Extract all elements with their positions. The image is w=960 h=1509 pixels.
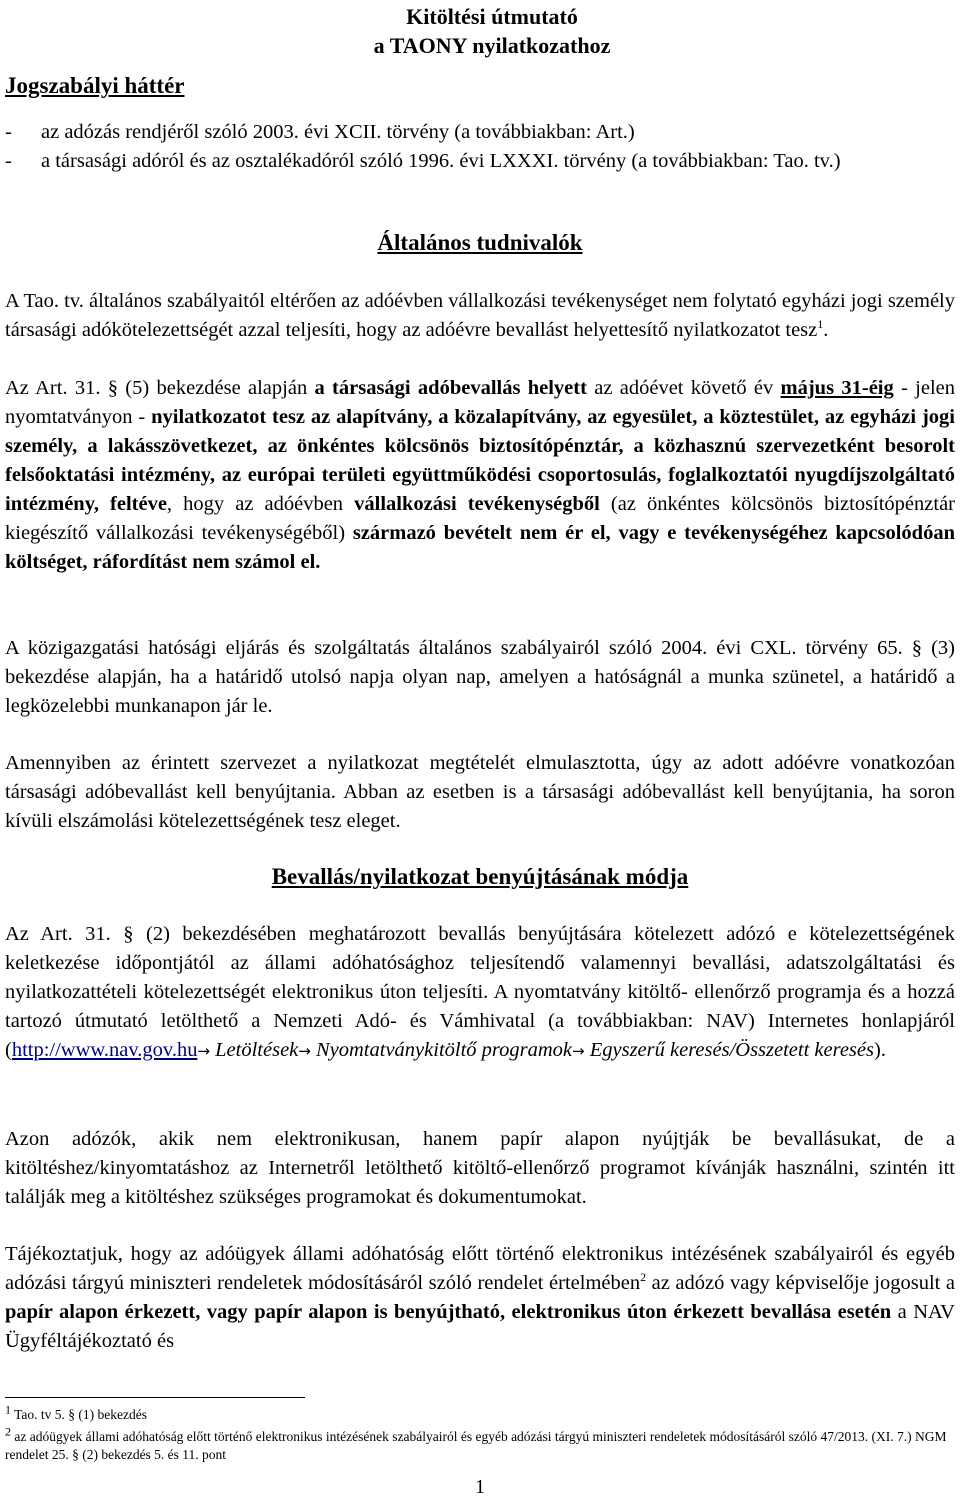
footnote-2 <box>5 1424 955 1464</box>
list-item <box>5 118 955 147</box>
bold-run: származó bevételt nem ér el, vagy e tevékenységéhez kapcsolódóan költséget, ráfordítást nem számol el. <box>5 522 955 573</box>
path-step: Letöltések <box>215 1039 299 1061</box>
paragraph-submission-2: Azon adózók, akik nem elektronikusan, hanem papír alapon nyújtják be bevallásukat, de a kitöltéshez/kinyomtatáshoz az Internetről letölthető kitöltő-ellenőrző programot kívánják használni, szintén itt találják meg a kitöltéshez szükséges programokat és dokumentumokat. <box>5 1128 955 1208</box>
path-step: Nyomtatványkitöltő programok <box>315 1039 573 1061</box>
footnote-ref-2[interactable]: 2 <box>640 1270 647 1285</box>
nav-website-link[interactable]: http://www.nav.gov.hu <box>11 1039 198 1061</box>
text-run: , hogy az adóévben <box>166 493 355 515</box>
footnote-text: az adóügyek állami adóhatóság előtt történő elektronikus intézésének szabályairól és egyéb adózási tárgyú miniszteri rendeletek módosításáról szóló 47/2013. (XI. 7.) NGM rendelet 25. § (2) bekezdés 5. és 11. pont <box>5 1429 947 1462</box>
footnote-divider <box>5 1397 305 1398</box>
footnote-ref-1[interactable]: 1 <box>817 317 824 332</box>
arrow-right-icon: → <box>197 1042 211 1060</box>
footnote-number: 1 <box>5 1402 11 1417</box>
text-run: a NAV Ügyféltájékoztató és <box>5 1301 955 1352</box>
footnote-text: Tao. tv 5. § (1) bekezdés <box>11 1407 148 1422</box>
list-dash: - <box>5 150 12 172</box>
text-run: - jelen nyomtatványon - <box>5 377 955 428</box>
bold-run: papír alapon érkezett, vagy papír alapon is benyújtható, elektronikus úton érkezett bevallása esetén <box>5 1301 892 1323</box>
paragraph-submission-3 <box>5 1240 955 1356</box>
footnote-1 <box>5 1402 955 1424</box>
paragraph-general-2 <box>5 374 955 577</box>
text-run: ). <box>873 1039 886 1061</box>
list-item-text: a társasági adóról és az osztalékadóról szóló 1996. évi LXXXI. törvény (a továbbiakban: Tao. tv.) <box>41 150 841 172</box>
bold-run: vállalkozási tevékenységből <box>354 493 600 515</box>
text-run: Tájékoztatjuk, hogy az adóügyek állami adóhatóság előtt történő elektronikus intézésének szabályairól és egyéb adózási tárgyú miniszteri rendeletek módosításáról szóló rendelet értelmében <box>5 1243 955 1294</box>
list-dash: - <box>5 121 12 143</box>
paragraph-general-4: Amennyiben az érintett szervezet a nyilatkozat megtételét elmulasztotta, úgy az adott adóévre vonatkozóan társasági adóbevallást kell benyújtania. Abban az esetben is a társasági adóbevallást kell benyújtania, ha soron kívüli elszámolási kötelezettségének tesz eleget. <box>5 752 955 832</box>
footnote-number: 2 <box>5 1424 11 1439</box>
deadline-text: május 31-éig <box>780 377 894 399</box>
paragraph-text: A Tao. tv. általános szabályaitól eltérően az adóévben vállalkozási tevékenységet nem folytató egyházi jogi személy társasági adókötelezettségét azzal teljesíti, hogy az adóévre bevallást helyettesítő nyilatkozatot tesz <box>5 290 955 341</box>
text-run: Az Art. 31. § (5) bekezdése alapján <box>5 377 315 399</box>
legal-list <box>5 118 955 176</box>
paragraph-general-1 <box>5 287 955 345</box>
section-heading-general: Általános tudnivalók <box>377 230 583 255</box>
bold-run: a társasági adóbevallás helyett <box>314 377 587 399</box>
arrow-right-icon: → <box>298 1042 311 1060</box>
document-title-line1: Kitöltési útmutató <box>406 4 578 29</box>
section-heading-submission: Bevallás/nyilatkozat benyújtásának módja <box>271 864 689 889</box>
text-run: az adóévet követő év <box>586 377 781 399</box>
path-step: Egyszerű keresés/Összetett keresés <box>589 1039 874 1061</box>
text-run: az adózó vagy képviselője jogosult a <box>646 1272 955 1294</box>
page-number: 1 <box>475 1476 485 1498</box>
legal-background-heading: Jogszabályi háttér <box>5 73 185 98</box>
bold-run: nyilatkozatot tesz az alapítvány, a közalapítvány, az egyesület, a köztestület, az egyházi jogi személy, a lakásszövetkezet, az önkéntes kölcsönös biztosítópénztár, a közhasznú szervezetként besorolt felsőoktatási intézmény, az európai területi együttműködési csoportosulás, foglalkoztatói nyugdíjszolgáltató intézmény, feltéve <box>5 406 955 515</box>
arrow-right-icon: → <box>572 1042 585 1060</box>
paragraph-end: . <box>823 319 829 341</box>
list-item-text: az adózás rendjéről szóló 2003. évi XCII. törvény (a továbbiakban: Art.) <box>41 121 635 143</box>
text-run: Az Art. 31. § (2) bekezdésében meghatározott bevallás benyújtására kötelezett adózó e kötelezettségének keletkezése időpontjától az állami adóhatósághoz teljesítendő valamennyi bevallási, adatszolgáltatási és nyilatkozattételi kötelezettségét elektronikus úton teljesíti. A nyomtatvány kitöltő- ellenőrző programja és a hozzá tartozó útmutató letölthető a Nemzeti Adó- és Vámhivatal (a továbbiakban: NAV) Internetes honlapjáról ( <box>5 923 955 1061</box>
document-title-line2: a TAONY nyilatkozathoz <box>373 33 611 58</box>
paragraph-submission-1 <box>5 920 955 1066</box>
paragraph-general-3: A közigazgatási hatósági eljárás és szolgáltatás általános szabályairól szóló 2004. évi CXL. törvény 65. § (3) bekezdése alapján, ha a határidő utolsó napja olyan nap, amelyen a hatóságnál a munka szünetel, a határidő a legközelebbi munkanapon jár le. <box>5 637 955 717</box>
list-item <box>5 147 955 176</box>
text-run: (az önkéntes kölcsönös biztosítópénztár kiegészítő vállalkozási tevékenységéből) <box>5 493 956 544</box>
